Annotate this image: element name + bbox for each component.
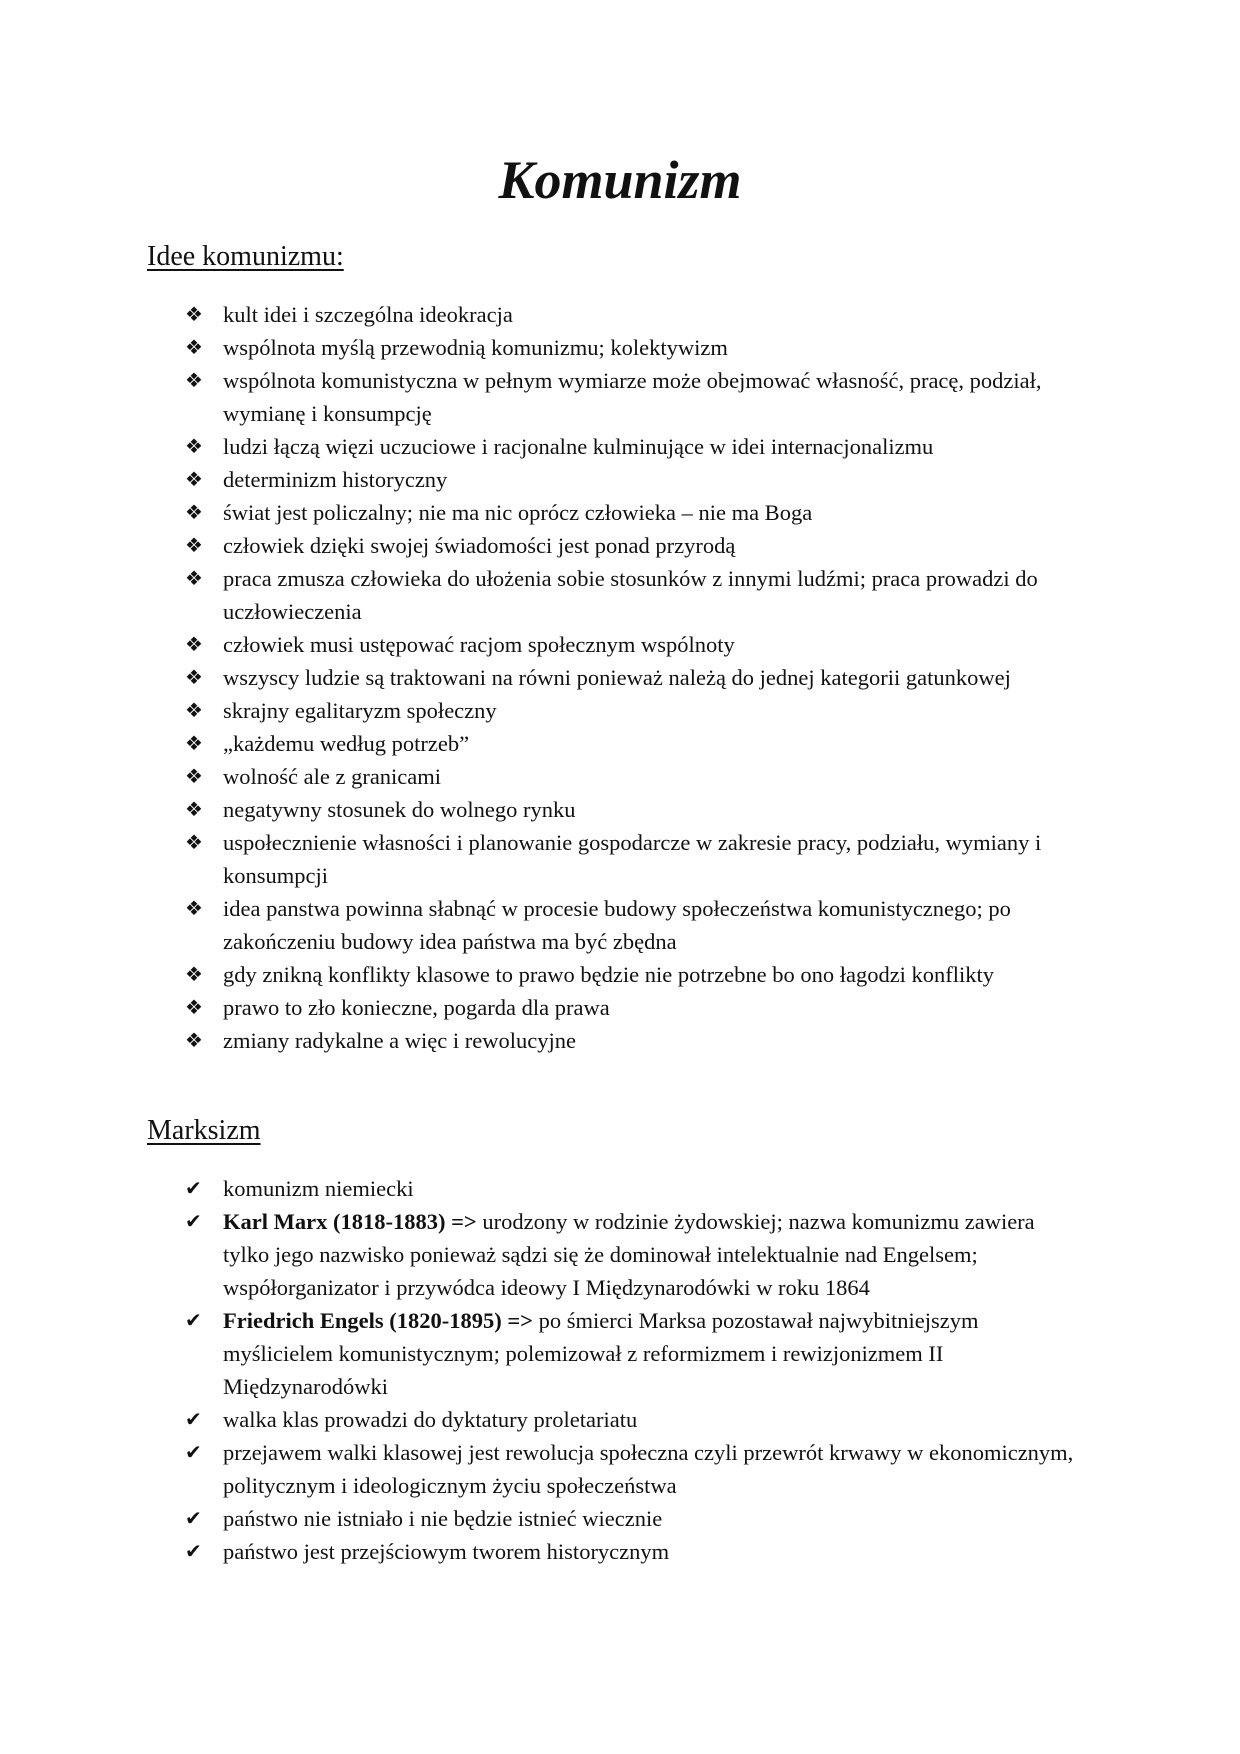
checkmark-bullet-icon: ✔ [185,1440,202,1464]
diamond-bullet-icon: ❖ [185,830,203,854]
list-item-text: komunizm niemiecki [223,1176,414,1201]
list-item [185,727,1085,760]
page-title: Komunizm [498,150,742,210]
list-item-text: praca zmusza człowieka do ułożenia sobie stosunków z innymi ludźmi; praca prowadzi do uczłowieczenia [223,566,1038,624]
list-item-lead: Karl Marx (1818-1883) => [223,1209,477,1234]
list-item-text: zmiany radykalne a więc i rewolucyjne [223,1028,576,1053]
diamond-bullet-icon: ❖ [185,335,203,359]
list-item [185,892,1085,958]
diamond-bullet-icon: ❖ [185,665,203,689]
checkmark-bullet-icon: ✔ [185,1209,202,1233]
list-item [185,991,1085,1024]
list-item [185,364,1085,430]
list-item-lead: Friedrich Engels (1820-1895) => [223,1308,533,1333]
list-item [185,463,1085,496]
list-item-text: świat jest policzalny; nie ma nic oprócz człowieka – nie ma Boga [223,500,813,525]
diamond-bullet-icon: ❖ [185,467,203,491]
list-item [185,1502,1085,1535]
list-item [185,1024,1085,1057]
list-item-text: uspołecznienie własności i planowanie gospodarcze w zakresie pracy, podziału, wymiany i konsumpcji [223,830,1042,888]
checkmark-bullet-icon: ✔ [185,1176,202,1200]
list-item [185,1436,1085,1502]
list-item [185,1205,1085,1304]
list-item [185,1304,1085,1403]
marksizm-list [185,1172,1085,1568]
diamond-bullet-icon: ❖ [185,368,203,392]
list-item [185,793,1085,826]
list-item-text: kult idei i szczególna ideokracja [223,302,513,327]
list-item [185,562,1085,628]
list-item-text: wolność ale z granicami [223,764,442,789]
checkmark-bullet-icon: ✔ [185,1308,202,1332]
list-item-text: po śmierci Marksa pozostawał najwybitniejszym myślicielem komunistycznym; polemizował z reformizmem i rewizjonizmem II Międzynarodówki [223,1308,979,1399]
diamond-bullet-icon: ❖ [185,764,203,788]
list-item [185,694,1085,727]
list-item [185,430,1085,463]
checkmark-bullet-icon: ✔ [185,1539,202,1563]
list-item [185,529,1085,562]
checkmark-bullet-icon: ✔ [185,1506,202,1530]
list-item-text: wszyscy ludzie są traktowani na równi ponieważ należą do jednej kategorii gatunkowej [223,665,1011,690]
list-item-text: państwo jest przejściowym tworem historycznym [223,1539,670,1564]
diamond-bullet-icon: ❖ [185,698,203,722]
list-item-text: determinizm historyczny [223,467,448,492]
list-item [185,496,1085,529]
list-item [185,958,1085,991]
diamond-bullet-icon: ❖ [185,632,203,656]
list-item-text: prawo to zło konieczne, pogarda dla prawa [223,995,610,1020]
list-item-text: idea panstwa powinna słabnąć w procesie budowy społeczeństwa komunistycznego; po zakończeniu budowy idea państwa ma być zbędna [223,896,1011,954]
list-item-text: przejawem walki klasowej jest rewolucja społeczna czyli przewrót krwawy w ekonomicznym, politycznym i ideologicznym życiu społeczeństwa [223,1440,1074,1498]
diamond-bullet-icon: ❖ [185,896,203,920]
list-item-text: negatywny stosunek do wolnego rynku [223,797,576,822]
list-item [185,661,1085,694]
list-item [185,331,1085,364]
diamond-bullet-icon: ❖ [185,434,203,458]
list-item-text: gdy znikną konflikty klasowe to prawo będzie nie potrzebne bo ono łagodzi konflikty [223,962,995,987]
list-item-text: wspólnota myślą przewodnią komunizmu; kolektywizm [223,335,728,360]
list-item [185,298,1085,331]
section-heading-idee: Idee komunizmu: [147,241,344,272]
list-item-text: państwo nie istniało i nie będzie istnieć wiecznie [223,1506,663,1531]
section-heading-marksizm: Marksizm [147,1115,261,1146]
diamond-bullet-icon: ❖ [185,797,203,821]
checkmark-bullet-icon: ✔ [185,1407,202,1431]
list-item [185,1535,1085,1568]
diamond-bullet-icon: ❖ [185,731,203,755]
list-item-text: skrajny egalitaryzm społeczny [223,698,497,723]
list-item-text: walka klas prowadzi do dyktatury proletariatu [223,1407,638,1432]
list-item [185,1172,1085,1205]
diamond-bullet-icon: ❖ [185,302,203,326]
list-item-text: urodzony w rodzinie żydowskiej; nazwa komunizmu zawiera tylko jego nazwisko ponieważ sądzi się że dominował intelektualnie nad Engelsem; współorganizator i przywódca ideowy I Międzynarodówki w roku 1864 [223,1209,1035,1300]
diamond-bullet-icon: ❖ [185,566,203,590]
list-item [185,760,1085,793]
list-item-text: człowiek musi ustępować racjom społecznym wspólnoty [223,632,735,657]
list-item-text: człowiek dzięki swojej świadomości jest ponad przyrodą [223,533,736,558]
list-item [185,628,1085,661]
diamond-bullet-icon: ❖ [185,533,203,557]
diamond-bullet-icon: ❖ [185,1028,203,1052]
list-item-text: „każdemu według potrzeb” [223,731,470,756]
list-item-text: ludzi łączą więzi uczuciowe i racjonalne kulminujące w idei internacjonalizmu [223,434,934,459]
diamond-bullet-icon: ❖ [185,962,203,986]
list-item [185,1403,1085,1436]
list-item [185,826,1085,892]
diamond-bullet-icon: ❖ [185,500,203,524]
list-item-text: wspólnota komunistyczna w pełnym wymiarze może obejmować własność, pracę, podział, wymianę i konsumpcję [223,368,1042,426]
diamond-bullet-icon: ❖ [185,995,203,1019]
idee-list [185,298,1085,1057]
